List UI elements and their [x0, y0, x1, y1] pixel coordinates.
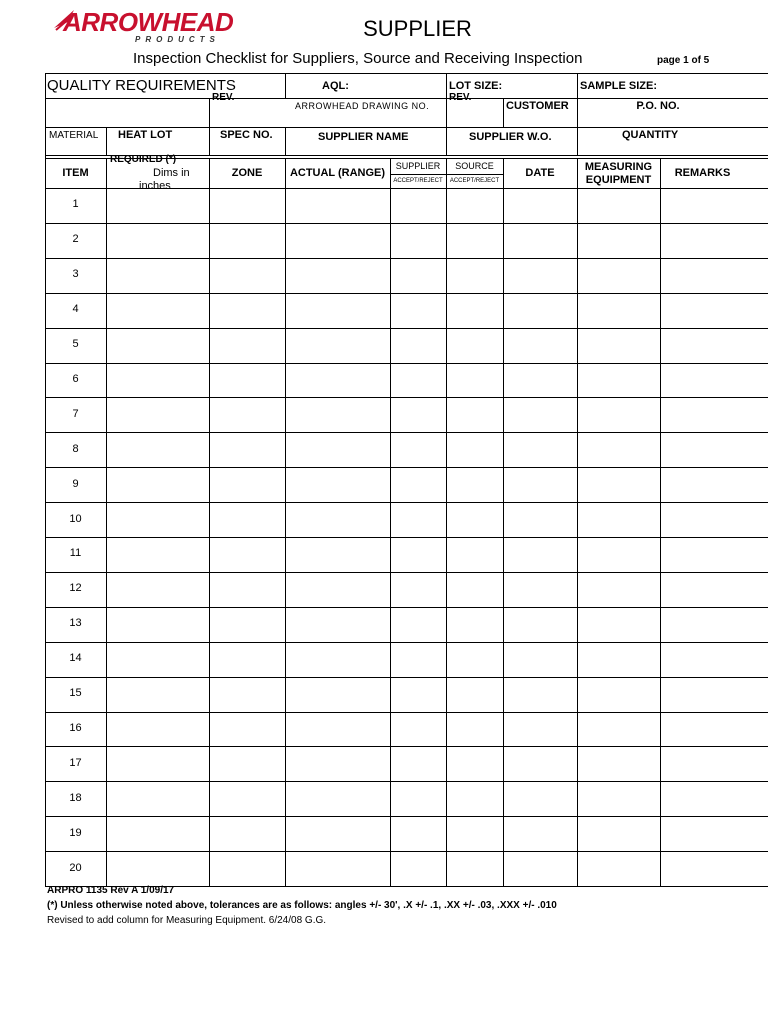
- row-item-number: 2: [72, 233, 79, 246]
- row-item-number: 1: [72, 198, 79, 211]
- zone-header: ZONE: [231, 167, 263, 179]
- form-number: ARPRO 1135 Rev A 1/09/17: [47, 885, 175, 896]
- item-header: ITEM: [62, 167, 89, 179]
- revision-note: Revised to add column for Measuring Equipment. 6/24/08 G.G.: [47, 915, 327, 926]
- spec-no-label: SPEC NO.: [220, 129, 273, 141]
- lot-size-label: LOT SIZE:: [449, 80, 503, 92]
- row-item-number: 7: [72, 407, 79, 420]
- row-item-number: 16: [69, 721, 82, 734]
- source-accept-reject: ACCEPT/REJECT: [449, 178, 500, 184]
- row-item-number: 17: [69, 756, 82, 769]
- drawing-no-label: ARROWHEAD DRAWING NO.: [295, 101, 430, 111]
- quantity-label: QUANTITY: [622, 129, 679, 141]
- row-item-number: 13: [69, 617, 82, 630]
- heat-lot-label: HEAT LOT: [118, 129, 173, 141]
- rev-label-2: REV.: [449, 92, 472, 103]
- row-item-number: 5: [72, 338, 79, 351]
- row-item-number: 20: [69, 861, 82, 874]
- material-label: MATERIAL: [49, 130, 99, 141]
- row-item-number: 3: [72, 268, 79, 281]
- po-no-label: P.O. NO.: [636, 100, 680, 112]
- dims-header-line1: REQUIRED (*): [110, 154, 177, 165]
- row-item-number: 18: [69, 791, 82, 804]
- document-subtitle: Inspection Checklist for Suppliers, Source and Receiving Inspection: [133, 50, 583, 67]
- row-item-number: 15: [69, 687, 82, 700]
- row-item-number: 4: [72, 303, 79, 316]
- row-item-number: 10: [69, 512, 82, 525]
- remarks-header: REMARKS: [674, 167, 731, 179]
- page-number: page 1 of 5: [657, 55, 710, 66]
- logo-brand: ARROWHEAD: [63, 7, 234, 37]
- supplier-name-label: SUPPLIER NAME: [318, 131, 409, 143]
- source-header: SOURCE: [455, 161, 494, 171]
- tolerance-note: (*) Unless otherwise noted above, tolerances are as follows: angles +/- 30', .X +/- .1, .XX +/- .03, .XXX +/- .010: [47, 900, 557, 911]
- dims-header-line2: Dims in: [153, 167, 190, 179]
- row-item-number: 9: [72, 477, 79, 490]
- date-header: DATE: [525, 167, 555, 179]
- sample-size-label: SAMPLE SIZE:: [580, 80, 658, 92]
- measuring-header-line2: EQUIPMENT: [585, 174, 652, 186]
- row-item-number: 11: [69, 547, 82, 560]
- supplier-wo-label: SUPPLIER W.O.: [469, 131, 552, 143]
- row-item-number: 19: [69, 826, 82, 839]
- rev-label: REV.: [212, 92, 235, 103]
- aql-label: AQL:: [322, 80, 349, 92]
- supplier-header: SUPPLIER: [395, 161, 441, 171]
- measuring-header-line1: MEASURING: [584, 161, 653, 173]
- quality-requirements-label: QUALITY REQUIREMENTS: [47, 77, 236, 94]
- dims-header-line3: inches: [139, 180, 171, 192]
- supplier-accept-reject: ACCEPT/REJECT: [393, 178, 443, 184]
- document-title: SUPPLIER: [363, 16, 472, 41]
- actual-range-header: ACTUAL (RANGE): [289, 167, 386, 179]
- logo-subtitle: PRODUCTS: [135, 35, 220, 44]
- row-item-number: 8: [72, 442, 79, 455]
- row-item-number: 14: [69, 652, 82, 665]
- customer-label: CUSTOMER: [506, 100, 569, 112]
- row-item-number: 6: [72, 372, 79, 385]
- row-item-number: 12: [69, 582, 82, 595]
